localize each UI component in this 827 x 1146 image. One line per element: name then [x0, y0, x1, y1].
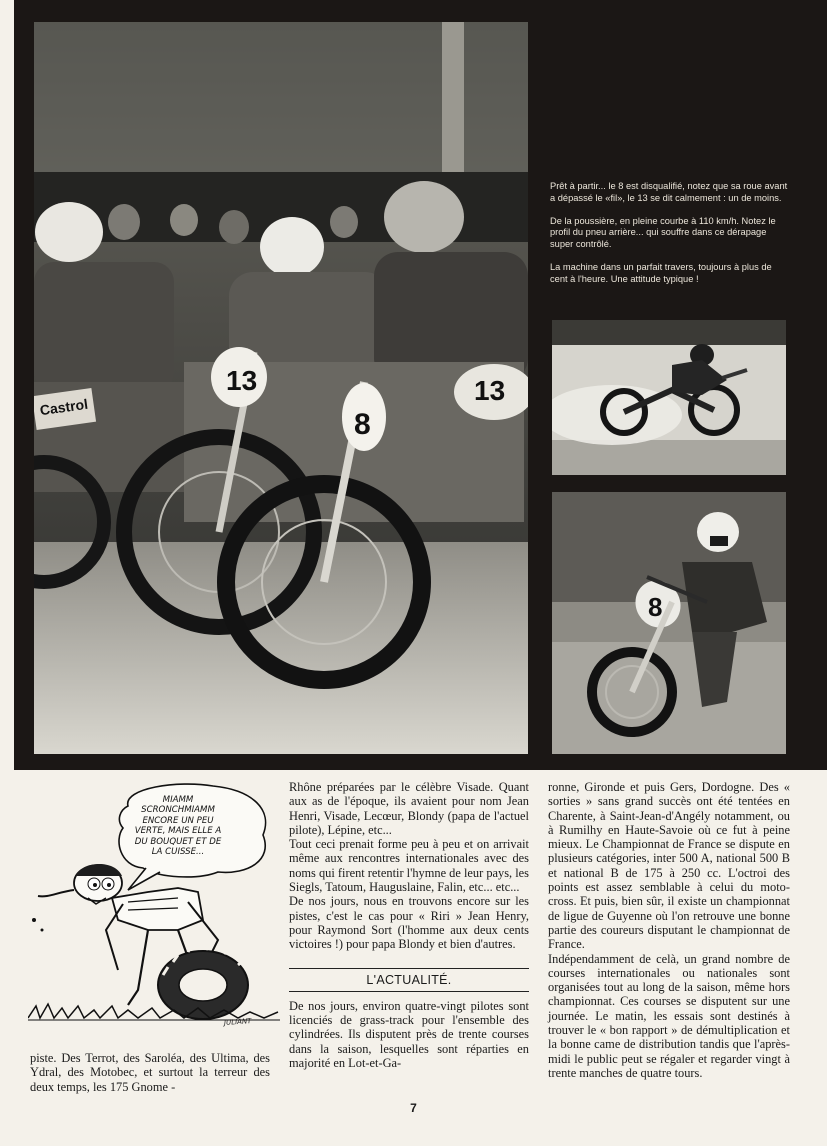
bubble-line: LA CUISSE...	[151, 847, 205, 858]
article-column-2	[289, 780, 529, 1070]
bubble-line: MIAMM	[162, 795, 194, 805]
cartoon-speech-bubble	[112, 795, 244, 857]
article-column-3	[548, 780, 790, 1080]
article-paragraph: Tout ceci prenait forme peu à peu et on arrivait même aux rencontres internationales avec des noms qui firent retentir l'hymne de leur pays, les Siegls, Tatoum, Hauguslaine, Falin, etc... etc...	[289, 837, 530, 895]
bubble-line: ENCORE UN PEU	[142, 815, 214, 826]
number-plate-13-right: 13	[474, 375, 506, 406]
caption-dust: De la poussière, en pleine courbe à 110 km/h. Notez le profil du pneu arrière... qui souffre dans ce dérapage super contrôlé.	[550, 215, 776, 250]
article-paragraph: De nos jours, nous en trouvons encore sur les pistes, c'est le cas pour « Riri » Jean Henry, pour Raymond Sort (l'homme aux deux cents victoires !) pour papa Blondy et bien d'autres.	[289, 894, 529, 952]
main-photo-start-line	[34, 22, 528, 754]
photo-captions	[550, 181, 790, 297]
number-plate-8-side: 8	[648, 592, 663, 622]
bubble-line: SCRONCHMIAMM	[141, 805, 215, 816]
castrol-sticker: Castrol	[38, 395, 89, 419]
article-paragraph: Indépendamment de celà, un grand nombre de courses internationales ou nationales sont organisées tout au long de la saison, même hors championnat. Ces courses se disputent sur une journée. Le matin, les essais sont destinés à trouver le « bon rapport » de démultiplication et la bonne came de distribution tandis que l'après-midi le public peut se régaler et regarder vingt à trente manches de quatre tours.	[548, 951, 790, 1080]
side-photo-dust-slide	[552, 320, 786, 475]
caption-slide: La machine dans un parfait travers, toujours à plus de cent à l'heure. Une attitude typique !	[550, 261, 772, 284]
article-paragraph: piste. Des Terrot, des Saroléa, des Ultima, des Ydral, des Motobec, et surtout la terreur des deux temps, les 175 Gnome -	[30, 1051, 270, 1094]
side-photo-rider-8	[552, 492, 786, 754]
section-heading-actualite: L'ACTUALITÉ.	[289, 968, 529, 992]
number-plate-13-left: 13	[226, 365, 258, 396]
article-column-1	[30, 1051, 270, 1094]
article-paragraph: ronne, Gironde et puis Gers, Dordogne. Des « sorties » sans grand succès ont été tentées en Charente, à Saint-Jean-d'Angély notamment, ou à Rumilhy en Haute-Savoie où ce fut à peine mieux. Le Championnat de France se dispute en plusieurs catégories, inter 500 A, national 500 B et national B de 175 à 250 cc. L'octroi des points est assez semblable à celui du moto-cross. Et puis, bien sûr, il existe un championnat de ligue de Guyenne où l'on retrouve une bonne partie des coureurs disputant le championnat de France.	[548, 780, 790, 952]
cartoonist-signature: JULIANT	[223, 1017, 252, 1027]
article-paragraph: De nos jours, environ quatre-vingt pilotes sont licenciés de grass-track pour l'ensemble des cylindrées. Ils disputent près de trente courses dans la saison, lesquelles sont réparties en majorité en Lot-et-Ga-	[289, 998, 529, 1071]
number-plate-8: 8	[354, 408, 371, 441]
page-number: 7	[410, 1101, 417, 1115]
bubble-line: DU BOUQUET ET DE	[134, 836, 222, 847]
bubble-line: VERTE, MAIS ELLE A	[134, 826, 222, 837]
caption-start: Prêt à partir... le 8 est disqualifié, notez que sa roue avant a dépassé le «fil», le 13 se dit calmement : un de moins.	[550, 181, 788, 203]
article-paragraph: Rhône préparées par le célèbre Visade. Quant aux as de l'époque, ils avaient pour nom Jean Henri, Visade, Lecœur, Blondy (papa de l'actuel pilote), Lépine, etc...	[289, 780, 529, 837]
